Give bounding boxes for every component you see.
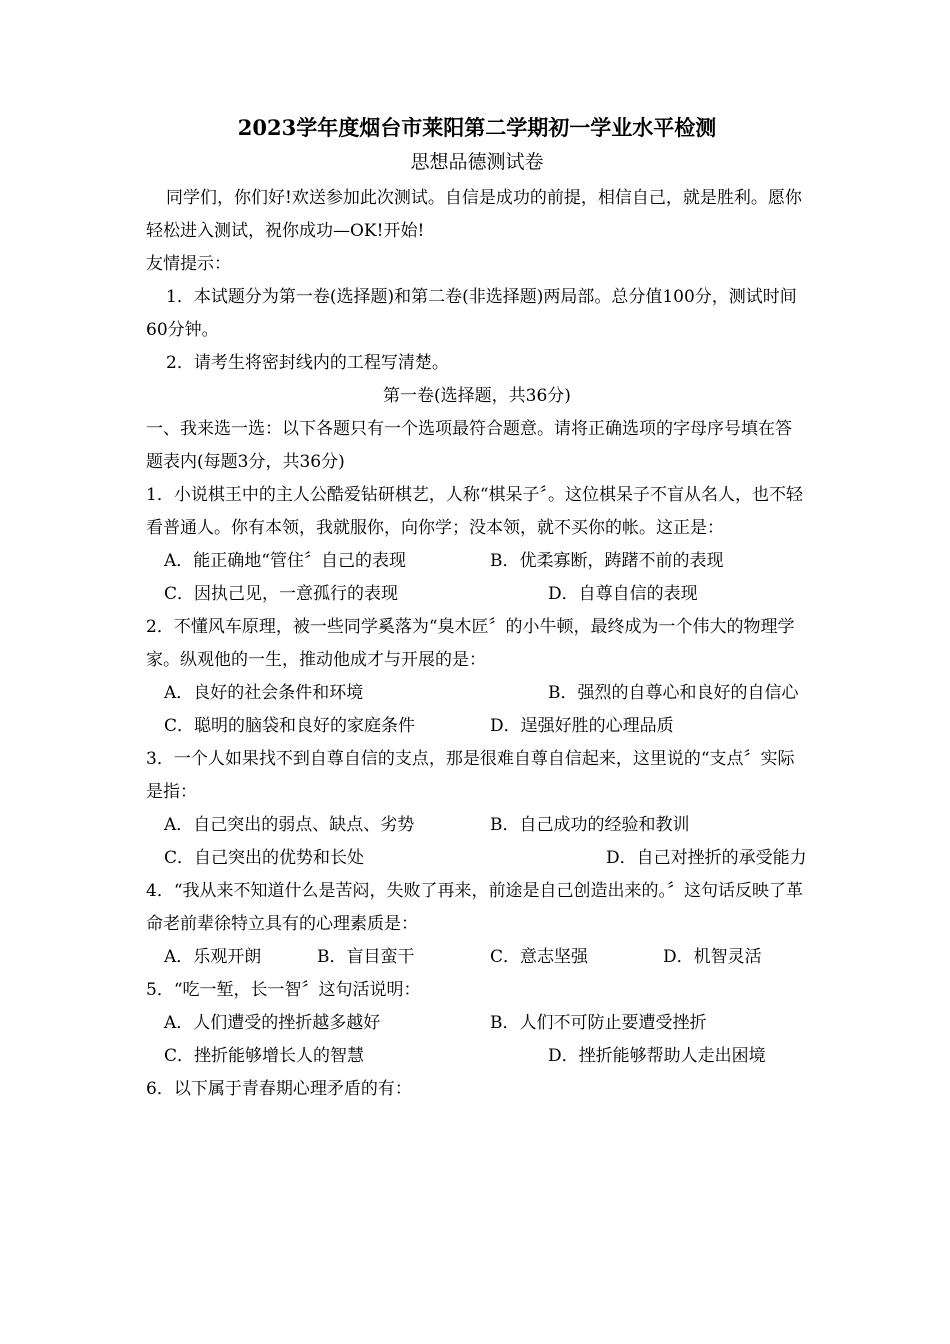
- question-stem: 6．以下属于青春期心理矛盾的有：: [146, 1079, 412, 1099]
- option-a: A．乐观开朗: [164, 947, 262, 967]
- option-row: [146, 545, 808, 578]
- question-stem: 2．不懂风车原理，被一些同学奚落为“臭木匠〞的小牛顿，最终成为一个伟大的物理学家。纵观他的一生，推动他成才与开展的是：: [146, 617, 795, 670]
- option-d: D．挫折能够帮助人走出困境: [548, 1046, 766, 1066]
- option-c: C．挫折能够增长人的智慧: [164, 1046, 365, 1066]
- option-row: [146, 1007, 808, 1040]
- option-row: [146, 941, 808, 974]
- option-row: [146, 677, 808, 710]
- option-b: B．盲目蛮干: [317, 947, 415, 967]
- intro-paragraph: 同学们，你们好!欢送参加此次测试。自信是成功的前提，相信自己，就是胜利。愿你轻松进入测试，祝你成功—OK!开始!: [146, 188, 802, 241]
- option-a: A．自己突出的弱点、缺点、劣势: [164, 815, 415, 835]
- option-b: B．人们不可防止要遭受挫折: [490, 1013, 707, 1033]
- option-d: D．机智灵活: [663, 947, 762, 967]
- exam-title: 2023学年度烟台市莱阳第二学期初一学业水平检测: [237, 115, 717, 140]
- option-a: A．能正确地“管住〞自己的表现: [164, 551, 406, 571]
- option-row: [146, 809, 808, 842]
- tip-item: 2．请考生将密封线内的工程写清楚。: [166, 353, 449, 373]
- option-b: B．优柔寡断，踌躇不前的表现: [490, 551, 724, 571]
- section-instruction: 一、我来选一选：以下各题只有一个选项最符合题意。请将正确选项的字母序号填在答题表内(每题3分，共36分): [146, 419, 792, 472]
- option-b: B．强烈的自尊心和良好的自信心: [548, 683, 799, 703]
- question-stem: 3．一个人如果找不到自尊自信的支点，那是很难自尊自信起来，这里说的“支点〞实际是指：: [146, 749, 795, 802]
- option-a: A．人们遭受的挫折越多越好: [164, 1013, 381, 1033]
- option-b: B．自己成功的经验和教训: [490, 815, 690, 835]
- tips-label: 友情提示：: [146, 254, 231, 274]
- option-d: D．逞强好胜的心理品质: [490, 716, 674, 736]
- question-stem: 5．“吃一堑，长一智〞这句活说明：: [146, 980, 421, 1000]
- question-stem: 1．小说棋王中的主人公酷爱钻研棋艺，人称“棋呆子〞。这位棋呆子不盲从名人，也不轻看普通人。你有本领，我就服你，向你学；没本领，就不买你的帐。这正是：: [146, 485, 804, 538]
- option-c: C．意志坚强: [490, 947, 589, 967]
- option-c: C．聪明的脑袋和良好的家庭条件: [164, 716, 416, 736]
- exam-subtitle: 思想品德测试卷: [410, 151, 544, 173]
- option-d: D．自己对挫折的承受能力: [606, 848, 807, 868]
- section-title: 第一卷(选择题，共36分): [383, 386, 571, 406]
- option-row: [146, 842, 808, 875]
- option-row: [146, 578, 808, 611]
- option-row: [146, 710, 808, 743]
- option-row: [146, 1040, 808, 1073]
- option-c: C．因执己见，一意孤行的表现: [164, 584, 399, 604]
- option-c: C．自己突出的优势和长处: [164, 848, 365, 868]
- option-a: A．良好的社会条件和环境: [164, 683, 364, 703]
- option-d: D．自尊自信的表现: [548, 584, 698, 604]
- tip-item: 1．本试题分为第一卷(选择题)和第二卷(非选择题)两局部。总分值100分，测试时间60分钟。: [146, 287, 797, 340]
- question-stem: 4．“我从来不知道什么是苦闷，失败了再来，前途是自己创造出来的。〞这句话反映了革命老前辈徐特立具有的心理素质是：: [146, 881, 804, 934]
- exam-page: [146, 112, 808, 1106]
